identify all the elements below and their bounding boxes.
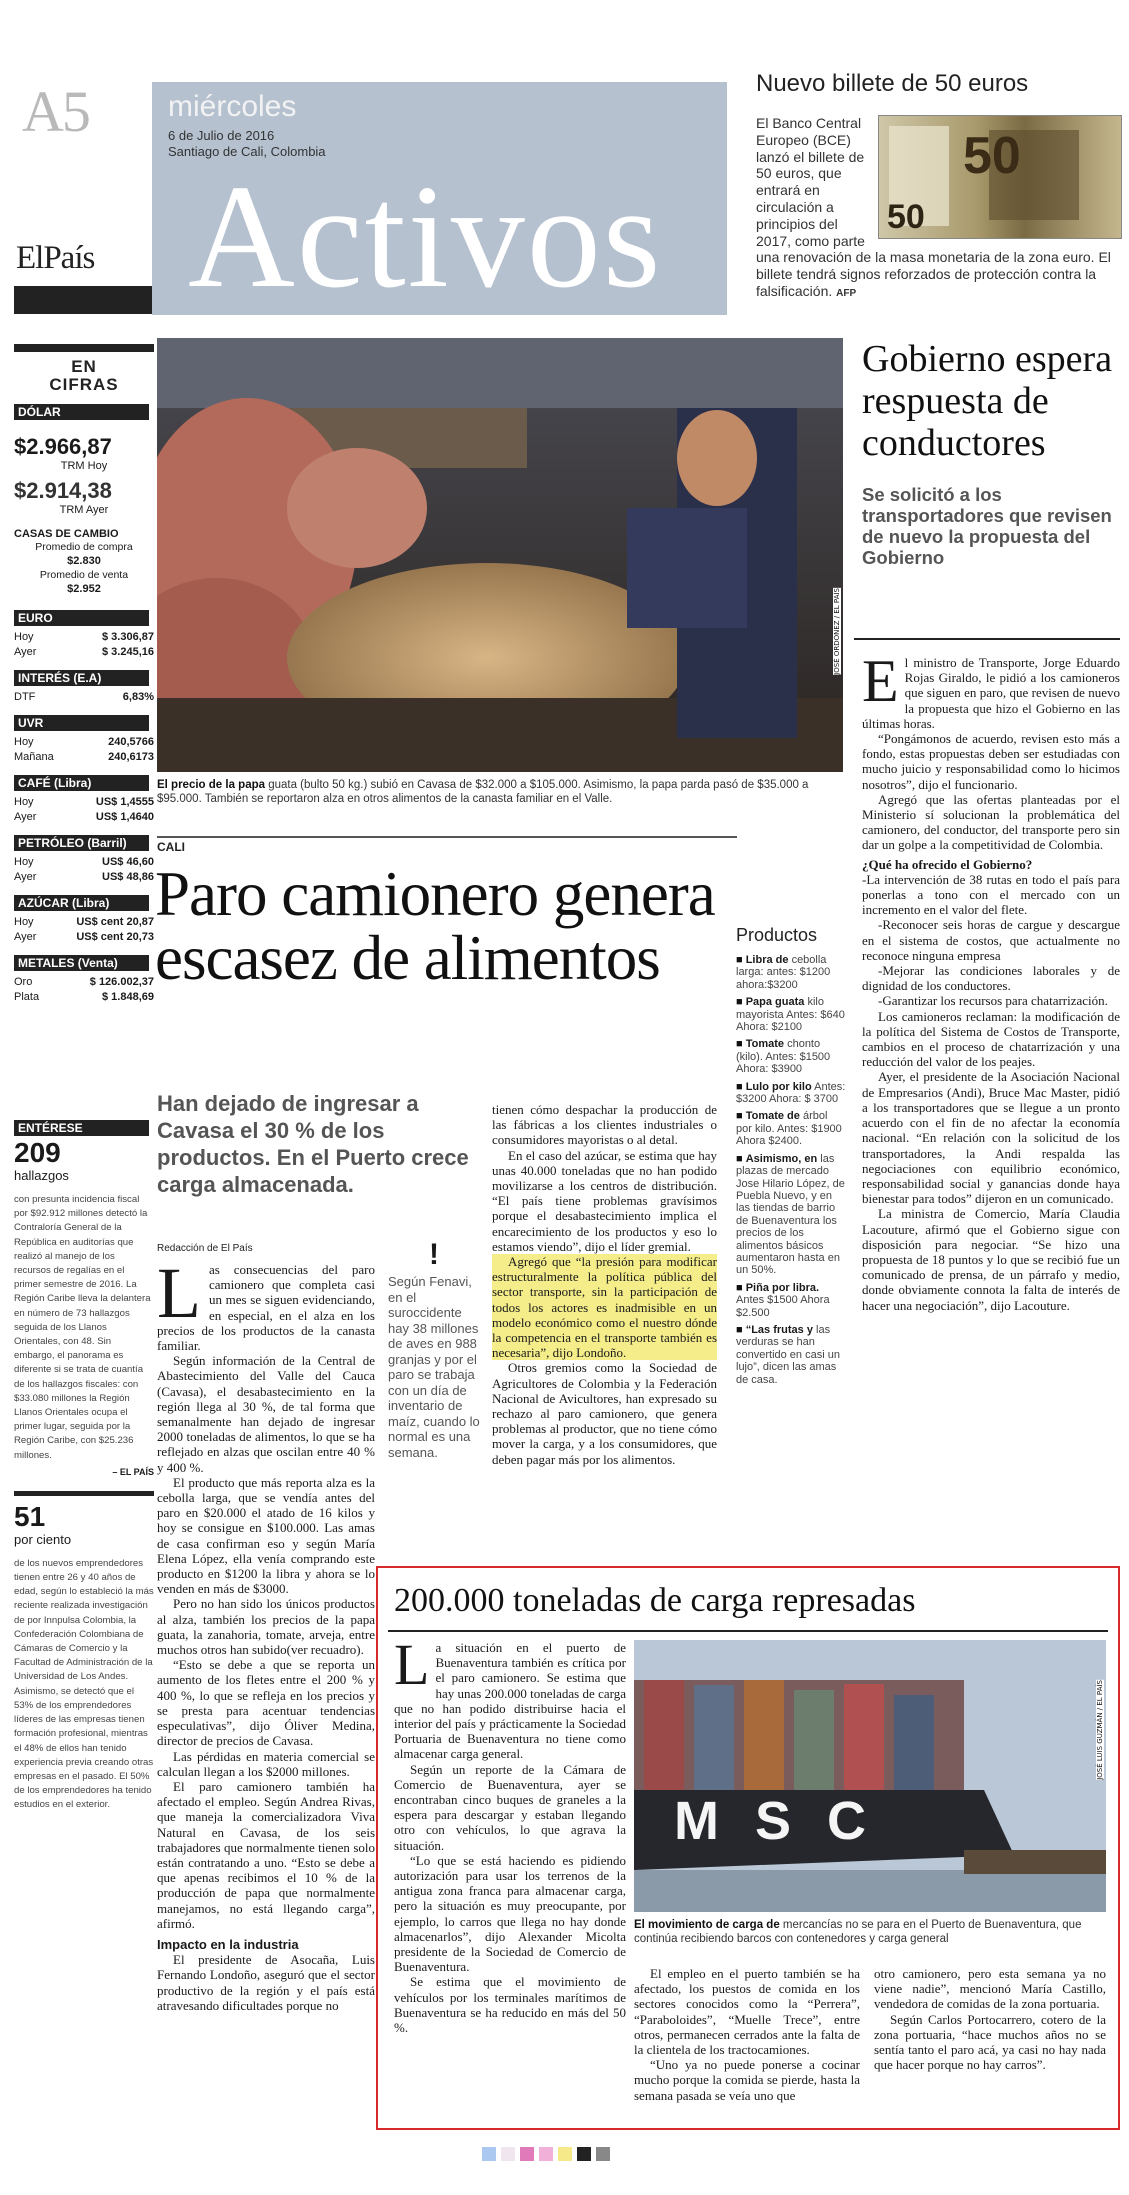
trm-hoy: $2.966,87 — [14, 434, 112, 459]
uvr-row-manana: Mañana 240,6173 — [14, 751, 154, 763]
cifras-title-2: CIFRAS — [49, 375, 119, 394]
masthead-place: Santiago de Cali, Colombia — [168, 144, 326, 159]
enterese-credit-1: – EL PAÍS — [112, 1466, 154, 1477]
producto-item: ■ Lulo por kilo Antes: $3200 Ahora: $ 3700 — [736, 1080, 846, 1106]
compra-value: $2.830 — [67, 555, 101, 567]
masthead — [152, 82, 727, 319]
producto-item: ■ Papa guata kilo mayorista Antes: $640 Ahora: $2100 — [736, 996, 845, 1034]
main-col-2: tienen cómo despachar la producción de las fábricas a los clientes industriales o consumidores mayoristas o al detal. En el caso del azúcar, se estima que hay unas 40.000 toneladas que no han podido movilizarse a los centros de distribución. “El país tiene problemas gravísimos porque el desabastecimiento implica el encarecimiento de los productos y eso lo estamos viendo”, dijo el líder gremial. Agregó que “la presión para modificar estructuralmente la política pública del sector transporte, sin la participación de todos los actores es inadmisible en un modelo económico como el nuestro dónde la competencia en el transporte también es necesaria”, dijo Londoño. Otros gremios como la Sociedad de Agricultores de Colombia y la Federación Nacional de Avicultores, han expresado su rechazo al paro camionero, que genera problemas al productor, que no tiene cómo mover la carga, y a los consumidores, que deben pagar más por los alimentos. — [492, 1102, 717, 1467]
note-value: 50 — [963, 127, 1021, 185]
euro-row-ayer: Ayer $ 3.245,16 — [14, 646, 154, 658]
papa-photo-svg — [157, 338, 843, 772]
petroleo-row-hoy: Hoy US$ 46,60 — [14, 856, 154, 868]
cafe-row-ayer: Ayer US$ 1,4640 — [14, 811, 154, 823]
section-title: Activos — [188, 155, 663, 319]
gobierno-title: Gobierno espera respuesta de conductores — [862, 338, 1113, 464]
gobierno-body: El ministro de Transporte, Jorge Eduardo Rojas Giraldo, le pidió a los camioneros que siguen en paro, que revisen de nuevo la propuesta que hizo el Gobierno en las últimas horas. “Pongámonos de acuerdo, revisen esto más a fondo, estas propuestas deben ser estudiadas con mucho juicio y responsabilidad como lo hicimos nosotros”, dijo el funcionario. Agregó que las ofertas planteadas por el Ministerio sí solucionan la problemática del camionero, del conductor, del transporte pero sin dar un golpe a la competitividad de Colombia. ¿Qué ha ofrecido el Gobierno? -La intervención de 38 rutas en todo el país para ponerlas a tono con el mercado con un incremento en el valor del flete. -Reconocer seis horas de cargue y descargue en el sistema de costos, que actualmente no reconoce ninguna empresa -Mejorar las condiciones laborales y de dignidad de los conductores. -Garantizar los recursos para chatarrización. Los camioneros reclaman: la modificación de la política del Sistema de Costos de Transporte, cambios en el proceso de chatarrización y una reducción del valor de los peajes. Ayer, el presidente de la Asociación Nacional de Empresarios (Andi), Bruce Mac Master, pidió a los transportadores que se llegue a un pronto acuerdo con el fin de no afectar la economía nacional. “En relación con la solicitud de los transportadores, la Andi respalda las negociaciones con equilibrio económico, responsabilidad social y ganancias donde haya bienestar para todos” dijeron en un comunicado. La ministra de Comercio, María Claudia Lacouture, afirmó que el Gobierno sigue con disposición para negociar. “Se hizo una propuesta de 18 puntos y lo que se recibió fue un comunicado de prensa, de un párrafo y medio, donde obviamente connota la falta de interés de hacer una negociación”, dijo Lacouture. — [862, 648, 1120, 1313]
azucar-row-ayer: Ayer US$ cent 20,73 — [14, 931, 154, 943]
petroleo-head: PETRÓLEO (Barril) — [14, 835, 149, 851]
londono-quote: Agregó que “la presión para modificar estructuralmente la política pública del sector transporte, sin la participación de todos los actores es inadmisible en un modelo económico como el nuestro dónde la competencia en el transporte también es necesaria”, dijo Londoño. — [492, 1254, 717, 1361]
enterese-text-1: con presunta incidencia fiscal por $92.912 millones detectó la Contraloría General de la República en auditorías que realizó al manejo de los recursos de regalías en el primer semestre de 2016. La Región Caribe lleva la delantera en número de 73 hallazgos seguida de los Llanos Orientales, con 48. Sin embargo, el panorama es diferente si se trata de cuantía de los hallazgos fiscales: con $33.080 millones la Región Llanos Orientales ocupa el primer lugar, seguida por la Región Caribe, con $25.236 millones. — [14, 1194, 151, 1461]
main-kicker: CALI — [157, 840, 185, 854]
azucar-head: AZÚCAR (Libra) — [14, 895, 149, 911]
brand-bar — [14, 286, 174, 314]
carga-col-2: El empleo en el puerto también se ha afectado, los puestos de comida en los sectores conocidos como la “Perrera”, “Paraboloides”, “Muelle Trece”, entre otros, permanecen cerrados ante la falta de la clientela de los tractocamiones. “Uno ya no puede ponerse a cocinar mucho porque la comida se pierde, hasta la semana pasada se veía uno que — [634, 1966, 860, 2103]
trm-ayer-label: TRM Ayer — [59, 504, 109, 516]
ship-photo — [634, 1640, 1106, 1912]
plata-row: Plata $ 1.848,69 — [14, 991, 154, 1003]
venta-value: $2.952 — [67, 583, 101, 595]
enterese-text-2: de los nuevos emprendedores tienen entre 26 y 40 años de edad, según lo estableció la más reciente realizada investigación de por Innpulsa Colombia, la Confederación Colombiana de Cámaras de Comercio y la Facultad de Administración de la Universidad de Los Andes. Asimismo, se detectó que el 53% de los emprendedores líderes de las empresas tienen formación profesional, mientras el 48% de ellos han tenido experiencia previa creando otras empresas en el pasado. El 50% de los emprendedores ha tenido estudios en el exterior. — [14, 1557, 154, 1811]
ship-photo-svg — [634, 1640, 1106, 1912]
producto-item: ■ Asimismo, en las plazas de mercado Jose Hilario López, de Puebla Nuevo, y en las tiendas de barrio de Buenaventura los precios de los alimentos básicos aumentaron hasta en un 50%. — [736, 1152, 845, 1277]
main-col-1: Las consecuencias del paro camionero que completa casi un mes se siguen evidenciando, en especial, en el alza en los precios de los productos de la canasta familiar. Según información de la Central de Abastecimiento del Valle del Cauca (Cavasa), el desabastecimiento en la región llega al 30 %, de tal forma que semanalmente han dejado de ingresar 2000 toneladas de alimentos, lo que se ha reflejado en alzas que oscilan entre 40 % y 400 %. El producto que más reporta alza es la cebolla larga, que se vendía antes del paro en $20.000 el atado de 16 kilos y hoy se consigue en $100.000. Las amas de casa confirman eso y según María Elena López, ella venía comprando este producto en $1200 la libra y ahora se lo venden en más de $3000. Pero no han sido los únicos productos al alza, también los precios de la papa guata, la zanahoria, tomate, arveja, entre muchos otros han subido(ver recuadro). “Esto se debe a que se reporta un aumento de los fletes entre el 200 % y 400 %, lo que se refleja en los precios y se presta para acentuar tendencias especulativas”, dijo Óliver Medina, director de precios de Cavasa. Las pérdidas en materia comercial se calculan llegan a los $2000 millones. El paro camionero también ha afectado el empleo. Según Andrea Rivas, que maneja la comercializadora Viva Natural en Cavasa, de los seis trabajadores que normalmente tienen solo están contratando a uno. “Esto se debe a que apenas recibimos el 10 % de la producción de papa que normalmente manejamos, no está llegando carga”, afirmó. Impacto en la industria El presidente de Asocaña, Luis Fernando Londoño, aseguró que el sector productivo de la región y el país está atravesando dificultades porque no — [157, 1253, 375, 2013]
billete-box — [752, 70, 1122, 315]
productos-title: Productos — [736, 925, 818, 945]
main-subtitle: Han dejado de ingresar a Cavasa el 30 % de los productos. En el Puerto crece carga almacenada. — [157, 1091, 469, 1197]
enterese-number-1: 209 — [14, 1137, 61, 1168]
producto-item: ■ “Las frutas y las verduras se han convertido en casi un lujo”, dicen las amas de casa. — [736, 1323, 840, 1386]
billete-title: Nuevo billete de 50 euros — [756, 70, 1029, 97]
oro-row: Oro $ 126.002,37 — [14, 976, 154, 988]
ship-photo-credit: JOSÉ LUIS GUZMÁN / EL PAÍS — [1096, 1680, 1104, 1780]
gobierno-dropcap: E — [862, 648, 899, 714]
trm-hoy-label: TRM Hoy — [60, 460, 108, 472]
productos-list — [736, 954, 846, 1386]
compra-label: Promedio de compra — [35, 541, 133, 553]
euro-head: EURO — [14, 610, 149, 626]
main-subhead: Impacto en la industria — [157, 1936, 299, 1952]
producto-item: ■ Tomate chonto (kilo). Antes: $1500 Ahora: $3900 — [736, 1038, 831, 1076]
enterese-label-1: hallazgos — [14, 1168, 69, 1183]
ship-caption: El movimiento de carga de mercancías no se para en el Puerto de Buenaventura, que continúa recibiendo barcos con contenedores y carga general — [634, 1919, 1082, 1945]
masthead-weekday: miércoles — [168, 90, 297, 123]
enterese-label-2: por ciento — [14, 1531, 72, 1547]
cifras-title-1: EN — [71, 357, 97, 376]
cafe-row-hoy: Hoy US$ 1,4555 — [14, 796, 154, 808]
azucar-row-hoy: Hoy US$ cent 20,87 — [14, 916, 154, 928]
enterese-column — [14, 1120, 154, 1813]
fenavi-text: Según Fenavi, en el suroccidente hay 38 millones de aves en 988 granjas y por el paro se trabaja con un día de inventario de maíz, cuando lo normal es una semana. — [388, 1274, 480, 1460]
brand-logo: ElPaís — [16, 240, 95, 276]
venta-label: Promedio de venta — [39, 569, 129, 581]
alert-icon: ! — [429, 1238, 439, 1271]
casas-cambio-head: CASAS DE CAMBIO — [14, 528, 119, 540]
billete-credit: AFP — [836, 287, 857, 299]
enterese-head: ENTÉRESE — [14, 1120, 149, 1136]
print-color-bar — [482, 2146, 615, 2165]
petroleo-row-ayer: Ayer US$ 48,86 — [14, 871, 154, 883]
main-title: Paro camionero genera escasez de alimentos — [155, 859, 715, 993]
page-number: A5 — [22, 79, 89, 144]
producto-item: ■ Tomate de árbol por kilo. Antes: $1900 Ahora $2400. — [736, 1110, 842, 1148]
cafe-head: CAFÉ (Libra) — [14, 775, 149, 791]
producto-item: ■ Libra de cebolla larga: antes: $1200 ahora:$3200 — [736, 954, 831, 991]
fenavi-note — [388, 1240, 480, 1460]
carga-col-1: La situación en el puerto de Buenaventura también es crítica por el paro camionero. Se estima que hay unas 200.000 toneladas de carga que no han podido distribuirse hacia el interior del país y prácticamente la Sociedad Portuaria de Buenaventura no tiene como almacenar carga general. Según un reporte de la Cámara de Comercio de Buenaventura, ayer se encontraban cinco buques de graneles a la espera para descargar y estaban llegando otro con vehículos, lo que agrava la situación. “Lo que se está haciendo es pidiendo autorización para usar los terrenos de la antigua zona franca para almacenar carga, pero la situación es muy preocupante, por ejemplo, lo carros que llega no hay donde almacenarlos”, dijo Alexander Micolta presidente de la Sociedad de Comercio de Buenaventura. Se estima que el movimiento de vehículos por los terminales marítimos de Buenaventura se ha reducido en más del 50 %. — [394, 1632, 626, 2036]
main-dropcap: L — [157, 1253, 201, 1333]
interes-head: INTERÉS (E.A) — [14, 670, 149, 686]
gobierno-article — [862, 338, 1120, 568]
papa-caption: El precio de la papa guata (bulto 50 kg.) subió en Cavasa de $32.000 a $105.000. Asimismo, la papa parda pasó de $35.000 a $95.000. También se reportaron alza en otros alimentos de la canasta familiar en el Valle. — [157, 779, 809, 805]
dolar-head: DÓLAR — [14, 404, 149, 420]
carga-title: 200.000 toneladas de carga represadas — [394, 1582, 916, 1619]
papa-photo — [157, 338, 843, 772]
producto-item: ■ Piña por libra. Antes $1500 Ahora $2.500 — [736, 1281, 830, 1319]
indicadores-column — [14, 344, 154, 1015]
enterese-number-2: 51 — [14, 1500, 46, 1532]
metales-head: METALES (Venta) — [14, 955, 149, 971]
euro-row-hoy: Hoy $ 3.306,87 — [14, 631, 154, 643]
papa-photo-credit: JOSÉ ORDOÑEZ / EL PAÍS — [833, 588, 841, 675]
note-value-small: 50 — [887, 198, 925, 236]
main-byline: Redacción de El País — [157, 1243, 253, 1254]
gobierno-question: ¿Qué ha ofrecido el Gobierno? — [862, 856, 1033, 872]
masthead-date: 6 de Julio de 2016 — [168, 128, 275, 143]
dtf-row: DTF 6,83% — [14, 691, 154, 703]
carga-box — [376, 1566, 1120, 2130]
trm-ayer: $2.914,38 — [14, 478, 112, 503]
uvr-row-hoy: Hoy 240,5766 — [14, 736, 154, 748]
carga-col-3: otro camionero, pero esta semana ya no viene nadie”, mencionó María Castillo, vendedora de comidas de la zona portuaria. Según Carlos Portocarrero, cotero de la zona portuaria, “hace muchos años no se sentía tanto el paro acá, ya casi no hay nada que hacer porque no hay carros”. — [874, 1966, 1106, 2073]
carga-dropcap: L — [394, 1632, 430, 1697]
productos-box — [736, 925, 846, 1391]
billete-text: El Banco Central Europeo (BCE) lanzó el billete de 50 euros, que entrará en circulación a principios del 2017, como parte una renovación de la masa monetaria de la zona euro. El billete tendrá signos reforzados de protección contra la falsificación. — [756, 115, 1111, 299]
gobierno-subtitle: Se solicitó a los transportadores que revisen de nuevo la propuesta del Gobierno — [862, 484, 1112, 568]
ship-lettering: MSC — [674, 1791, 902, 1851]
uvr-head: UVR — [14, 715, 149, 731]
